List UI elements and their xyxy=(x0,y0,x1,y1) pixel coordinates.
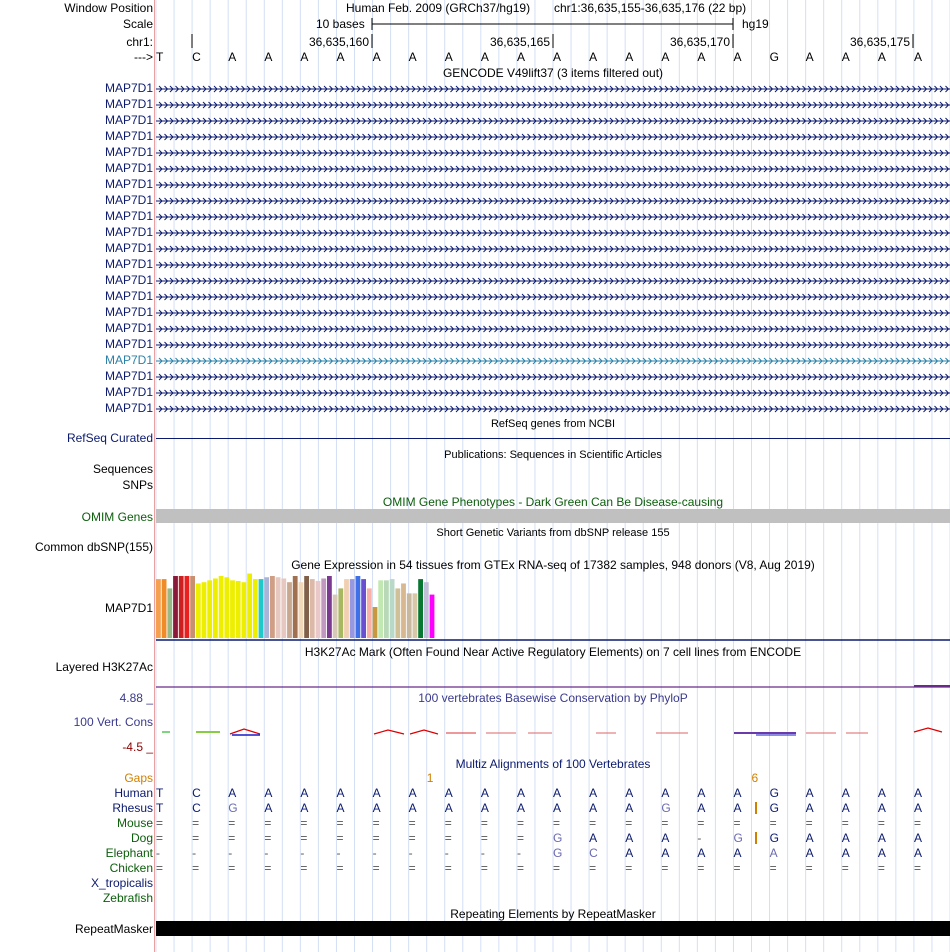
base-letter: A xyxy=(444,50,453,64)
alignment-base: A xyxy=(408,786,417,800)
alignment-base: = xyxy=(192,861,200,875)
alignment-base: = xyxy=(480,831,488,845)
gtex-tissue-bar xyxy=(304,576,309,638)
alignment-base: = xyxy=(516,831,524,845)
gencode-transcript[interactable] xyxy=(156,180,950,190)
gtex-tissue-bar xyxy=(242,582,247,638)
alignment-base: = xyxy=(336,831,344,845)
base-letter: A xyxy=(589,50,598,64)
alignment-base: A xyxy=(913,786,922,800)
gtex-tissue-bar xyxy=(259,579,264,638)
alignment-base: A xyxy=(805,831,814,845)
alignment-base: A xyxy=(516,801,525,815)
gtex-tissue-bar xyxy=(281,578,286,638)
gtex-tissue-bar xyxy=(413,593,418,638)
alignment-base: G xyxy=(553,831,563,845)
gencode-gene-label[interactable]: MAP7D1 xyxy=(104,305,153,319)
gtex-tissue-bar xyxy=(264,577,269,638)
dbsnp-label[interactable]: Common dbSNP(155) xyxy=(34,540,153,554)
scale-label: Scale xyxy=(122,17,153,31)
coordinate-label: 36,635,165 xyxy=(489,35,550,49)
alignment-base: A xyxy=(769,846,778,860)
base-letter: A xyxy=(877,50,886,64)
gtex-tissue-bar xyxy=(361,579,366,638)
base-letter: A xyxy=(841,50,850,64)
species-label[interactable]: Human xyxy=(114,786,153,800)
alignment-base: = xyxy=(661,861,669,875)
base-letter: A xyxy=(805,50,814,64)
alignment-base: T xyxy=(156,786,164,800)
base-letter: A xyxy=(264,50,273,64)
alignment-base: = xyxy=(697,816,705,830)
alignment-base: = xyxy=(408,816,416,830)
gtex-tissue-bar xyxy=(293,576,298,638)
alignment-base: A xyxy=(697,846,706,860)
alignment-base: = xyxy=(805,816,813,830)
alignment-base: G xyxy=(228,801,238,815)
alignment-base: = xyxy=(336,861,344,875)
gtex-tissue-bar xyxy=(424,582,429,638)
base-letter: A xyxy=(913,50,922,64)
window-position-label: Window Position xyxy=(64,1,153,15)
alignment-base: = xyxy=(769,816,777,830)
base-letter: G xyxy=(769,50,779,64)
insertion-marker xyxy=(755,832,757,844)
gencode-transcript[interactable] xyxy=(156,356,950,366)
phylop-title: 100 vertebrates Basewise Conservation by PhyloP xyxy=(418,691,688,705)
alignment-base: = xyxy=(156,861,164,875)
alignment-base: = xyxy=(264,816,272,830)
base-letter: A xyxy=(300,50,309,64)
base-letter: T xyxy=(156,50,164,64)
gencode-title: GENCODE V49lift37 (3 items filtered out) xyxy=(442,66,664,80)
alignment-base: C xyxy=(192,801,201,815)
alignment-base: A xyxy=(372,801,381,815)
assembly-label: Human Feb. 2009 (GRCh37/hg19) xyxy=(346,1,531,15)
gencode-gene-label[interactable]: MAP7D1 xyxy=(104,209,153,223)
alignment-base: A xyxy=(444,801,453,815)
gencode-transcript[interactable] xyxy=(156,244,950,254)
gencode-transcript[interactable] xyxy=(156,276,950,286)
base-letter: A xyxy=(408,50,417,64)
repeatmasker-bar[interactable] xyxy=(156,921,950,936)
refseq-label[interactable]: RefSeq Curated xyxy=(66,431,153,445)
alignment-base: = xyxy=(625,816,633,830)
alignment-base: = xyxy=(661,816,669,830)
position-label[interactable]: chr1:36,635,155-36,635,176 (22 bp) xyxy=(554,1,747,15)
gtex-tissue-bar xyxy=(213,578,218,638)
gtex-tissue-bar xyxy=(207,580,212,638)
alignment-base: = xyxy=(877,861,885,875)
gencode-gene-label[interactable]: MAP7D1 xyxy=(104,353,153,367)
alignment-base: - xyxy=(516,846,521,860)
base-letter: A xyxy=(228,50,237,64)
gtex-title: Gene Expression in 54 tissues from GTEx RNA-seq of 17382 samples, 948 donors (V8, Aug 2019) xyxy=(291,558,815,572)
base-letter: A xyxy=(661,50,670,64)
gencode-transcript[interactable] xyxy=(156,404,950,414)
gencode-transcript[interactable] xyxy=(156,308,950,318)
alignment-base: A xyxy=(589,801,598,815)
gencode-gene-label[interactable]: MAP7D1 xyxy=(104,401,153,415)
alignment-base: T xyxy=(156,801,164,815)
alignment-base: = xyxy=(372,816,380,830)
alignment-base: A xyxy=(913,831,922,845)
alignment-base: A xyxy=(300,801,309,815)
gtex-tissue-bar xyxy=(224,577,229,638)
alignment-base: G xyxy=(769,831,779,845)
base-letter: A xyxy=(516,50,525,64)
gtex-tissue-bar xyxy=(333,595,338,638)
alignment-base: A xyxy=(661,846,670,860)
gtex-tissue-bar xyxy=(167,588,172,638)
alignment-base: A xyxy=(877,801,886,815)
gtex-tissue-bar xyxy=(418,579,423,638)
alignment-base: - xyxy=(264,846,269,860)
alignment-base: = xyxy=(228,816,236,830)
alignment-base: A xyxy=(913,801,922,815)
gencode-gene-label[interactable]: MAP7D1 xyxy=(104,129,153,143)
alignment-base: A xyxy=(877,786,886,800)
h3k27ac-label[interactable]: Layered H3K27Ac xyxy=(55,660,153,674)
gtex-tissue-bar xyxy=(270,576,275,638)
alignment-base: = xyxy=(408,861,416,875)
gtex-tissue-bar xyxy=(310,579,315,638)
alignment-base: A xyxy=(733,801,742,815)
alignment-base: = xyxy=(733,861,741,875)
species-label[interactable]: Elephant xyxy=(105,846,153,860)
alignment-base: A xyxy=(625,801,634,815)
alignment-base: A xyxy=(589,786,598,800)
alignment-base: A xyxy=(841,786,850,800)
gencode-transcript[interactable] xyxy=(156,148,950,158)
alignment-base: - xyxy=(480,846,485,860)
alignment-base: = xyxy=(444,831,452,845)
alignment-base: = xyxy=(516,861,524,875)
alignment-base: = xyxy=(697,861,705,875)
gtex-tissue-bar xyxy=(378,580,383,638)
alignment-base: A xyxy=(589,831,598,845)
base-letter: A xyxy=(372,50,381,64)
alignment-base: - xyxy=(300,846,305,860)
alignment-base: - xyxy=(156,846,161,860)
gtex-tissue-bar xyxy=(316,581,321,638)
alignment-base: A xyxy=(300,786,309,800)
species-label[interactable]: Rhesus xyxy=(112,801,153,815)
alignment-base: G xyxy=(553,846,563,860)
base-letter: A xyxy=(553,50,562,64)
alignment-base: A xyxy=(697,786,706,800)
alignment-base: = xyxy=(156,831,164,845)
gtex-tissue-bar xyxy=(196,583,201,638)
phylop-max-label: 4.88 _ xyxy=(119,691,153,705)
gtex-tissue-bar xyxy=(373,607,378,638)
alignment-base: = xyxy=(805,861,813,875)
gencode-gene-label[interactable]: MAP7D1 xyxy=(104,273,153,287)
alignment-base: = xyxy=(444,861,452,875)
gtex-tissue-bar xyxy=(179,576,184,638)
gencode-gene-label[interactable]: MAP7D1 xyxy=(104,337,153,351)
gencode-transcript[interactable] xyxy=(156,100,950,110)
alignment-base: = xyxy=(480,816,488,830)
alignment-base: A xyxy=(516,786,525,800)
scale-text: 10 bases xyxy=(316,17,365,31)
alignment-base: = xyxy=(336,816,344,830)
gencode-gene-label[interactable]: MAP7D1 xyxy=(104,289,153,303)
alignment-base: = xyxy=(300,816,308,830)
gencode-gene-label[interactable]: MAP7D1 xyxy=(104,177,153,191)
gtex-tissue-bar xyxy=(390,579,395,638)
alignment-base: - xyxy=(228,846,233,860)
gtex-tissue-bar xyxy=(253,579,258,638)
gap-count: 6 xyxy=(751,771,759,785)
base-letter: A xyxy=(336,50,345,64)
gencode-transcript[interactable] xyxy=(156,196,950,206)
gtex-tissue-bar xyxy=(202,582,207,638)
alignment-base: A xyxy=(480,786,489,800)
gtex-tissue-bar xyxy=(247,574,252,638)
alignment-base: - xyxy=(336,846,341,860)
gtex-tissue-bar xyxy=(344,579,349,638)
gencode-gene-label[interactable]: MAP7D1 xyxy=(104,225,153,239)
phylop-min-label: -4.5 _ xyxy=(122,740,153,754)
species-label[interactable]: Mouse xyxy=(116,816,153,830)
alignment-base: A xyxy=(661,831,670,845)
base-letter: A xyxy=(480,50,489,64)
alignment-base: = xyxy=(300,831,308,845)
gencode-gene-label[interactable]: MAP7D1 xyxy=(104,145,153,159)
alignment-base: A xyxy=(553,801,562,815)
omim-label[interactable]: OMIM Genes xyxy=(81,510,153,524)
gtex-tissue-bar xyxy=(219,576,224,638)
alignment-base: = xyxy=(228,861,236,875)
h3k27ac-signal xyxy=(156,684,950,690)
alignment-base: = xyxy=(192,816,200,830)
base-letter: A xyxy=(733,50,742,64)
alignment-base: = xyxy=(408,831,416,845)
publications-title: Publications: Sequences in Scientific Articles xyxy=(444,449,662,461)
alignment-base: = xyxy=(264,831,272,845)
gencode-transcript[interactable] xyxy=(156,84,950,94)
alignment-base: = xyxy=(841,861,849,875)
alignment-base: A xyxy=(625,846,634,860)
omim-bar[interactable] xyxy=(156,509,950,523)
species-label[interactable]: Dog xyxy=(130,831,153,845)
gtex-tissue-bar xyxy=(327,576,332,638)
alignment-base: G xyxy=(769,786,779,800)
gencode-gene-label[interactable]: MAP7D1 xyxy=(104,161,153,175)
gtex-tissue-bar xyxy=(162,579,167,638)
dbsnp-title: Short Genetic Variants from dbSNP release 155 xyxy=(436,527,670,539)
alignment-base: = xyxy=(625,861,633,875)
gtex-tissue-bar xyxy=(401,583,406,638)
alignment-base: A xyxy=(805,846,814,860)
alignment-base: A xyxy=(264,801,273,815)
alignment-base: = xyxy=(733,816,741,830)
alignment-base: - xyxy=(697,831,702,845)
alignment-base: = xyxy=(553,861,561,875)
alignment-base: A xyxy=(877,831,886,845)
alignment-base: A xyxy=(841,801,850,815)
alignment-base: A xyxy=(480,801,489,815)
alignment-base: = xyxy=(372,861,380,875)
alignment-base: C xyxy=(192,786,201,800)
base-letter: C xyxy=(192,50,201,64)
alignment-base: = xyxy=(553,816,561,830)
omim-title: OMIM Gene Phenotypes - Dark Green Can Be Disease-causing xyxy=(382,495,724,509)
gencode-transcript[interactable] xyxy=(156,116,950,126)
gencode-gene-label[interactable]: MAP7D1 xyxy=(104,321,153,335)
alignment-base: A xyxy=(336,801,345,815)
alignment-base: A xyxy=(841,831,850,845)
alignment-base: = xyxy=(300,861,308,875)
gtex-tissue-bar xyxy=(287,582,292,638)
base-letter: A xyxy=(697,50,706,64)
alignment-base: = xyxy=(228,831,236,845)
alignment-base: A xyxy=(661,786,670,800)
alignment-base: A xyxy=(264,786,273,800)
alignment-base: = xyxy=(156,816,164,830)
alignment-base: A xyxy=(805,786,814,800)
alignment-base: - xyxy=(444,846,449,860)
gtex-tissue-bar xyxy=(407,593,412,638)
h3k27ac-title: H3K27Ac Mark (Often Found Near Active Regulatory Elements) on 7 cell lines from ENCODE xyxy=(304,645,802,659)
gtex-tissue-bar xyxy=(185,576,190,638)
alignment-base: = xyxy=(480,861,488,875)
repeatmasker-label[interactable]: RepeatMasker xyxy=(74,922,153,936)
refseq-line xyxy=(156,438,950,439)
coordinate-label: 36,635,170 xyxy=(669,35,730,49)
alignment-base: - xyxy=(192,846,197,860)
alignment-base: C xyxy=(589,846,598,860)
gtex-tissue-bar xyxy=(276,577,281,638)
alignment-base: A xyxy=(625,786,634,800)
alignment-base: A xyxy=(336,786,345,800)
alignment-base: = xyxy=(913,861,921,875)
alignment-base: = xyxy=(913,816,921,830)
alignment-base: = xyxy=(372,831,380,845)
alignment-base: A xyxy=(841,846,850,860)
alignment-base: A xyxy=(408,801,417,815)
gencode-transcript[interactable] xyxy=(156,164,950,174)
gencode-transcript[interactable] xyxy=(156,388,950,398)
gencode-transcript[interactable] xyxy=(156,340,950,350)
alignment-base: A xyxy=(625,831,634,845)
gtex-tissue-bar xyxy=(321,578,326,638)
gaps-label: Gaps xyxy=(124,771,153,785)
gencode-gene-label[interactable]: MAP7D1 xyxy=(104,81,153,95)
alignment-base: = xyxy=(589,861,597,875)
alignment-base: - xyxy=(372,846,377,860)
publications-sequences-label[interactable]: Sequences xyxy=(92,462,153,476)
chrom-label: chr1: xyxy=(126,35,153,49)
alignment-base: = xyxy=(264,861,272,875)
alignment-base: A xyxy=(733,786,742,800)
alignment-base: G xyxy=(769,801,779,815)
alignment-base: G xyxy=(733,831,743,845)
gencode-transcript[interactable] xyxy=(156,260,950,270)
alignment-base: G xyxy=(661,801,671,815)
publications-snps-label[interactable]: SNPs xyxy=(122,478,153,492)
insertion-marker xyxy=(755,802,757,814)
alignment-base: A xyxy=(805,801,814,815)
gencode-transcript[interactable] xyxy=(156,324,950,334)
alignment-base: = xyxy=(516,816,524,830)
alignment-base: = xyxy=(841,816,849,830)
gencode-gene-label[interactable]: MAP7D1 xyxy=(104,97,153,111)
gencode-gene-label[interactable]: MAP7D1 xyxy=(104,241,153,255)
phylop-signal xyxy=(156,722,950,742)
gtex-tissue-bar xyxy=(338,588,343,638)
gtex-tissue-bar xyxy=(350,579,355,638)
gap-count: 1 xyxy=(426,771,434,785)
gencode-gene-label[interactable]: MAP7D1 xyxy=(104,113,153,127)
alignment-base: = xyxy=(589,816,597,830)
species-label[interactable]: X_tropicalis xyxy=(90,876,153,890)
gtex-tissue-bar xyxy=(356,576,361,638)
gencode-transcript[interactable] xyxy=(156,292,950,302)
gtex-tissue-bar xyxy=(190,576,195,638)
gencode-gene-label[interactable]: MAP7D1 xyxy=(104,369,153,383)
alignment-base: A xyxy=(913,846,922,860)
species-label[interactable]: Chicken xyxy=(109,861,153,875)
coordinate-label: 36,635,175 xyxy=(849,35,910,49)
gencode-gene-label[interactable]: MAP7D1 xyxy=(104,257,153,271)
gencode-transcript[interactable] xyxy=(156,228,950,238)
gtex-tissue-bar xyxy=(230,580,235,638)
alignment-base: = xyxy=(877,816,885,830)
gencode-transcript[interactable] xyxy=(156,372,950,382)
alignment-base: A xyxy=(733,846,742,860)
alignment-base: A xyxy=(553,786,562,800)
phylop-label[interactable]: 100 Vert. Cons xyxy=(73,715,153,729)
gencode-transcript[interactable] xyxy=(156,132,950,142)
gtex-bar-chart[interactable] xyxy=(156,572,950,642)
gtex-tissue-bar xyxy=(173,576,178,638)
gencode-gene-label[interactable]: MAP7D1 xyxy=(104,193,153,207)
gtex-label[interactable]: MAP7D1 xyxy=(104,601,153,615)
strand-label: ---> xyxy=(134,50,153,64)
gtex-tissue-bar xyxy=(430,595,435,638)
gtex-tissue-bar xyxy=(395,588,400,638)
alignment-base: - xyxy=(408,846,413,860)
alignment-base: A xyxy=(228,786,237,800)
alignment-base: A xyxy=(444,786,453,800)
alignment-base: = xyxy=(444,816,452,830)
base-letter: A xyxy=(625,50,634,64)
alignment-base: = xyxy=(192,831,200,845)
gtex-tissue-bar xyxy=(367,588,372,638)
refseq-title: RefSeq genes from NCBI xyxy=(490,418,616,430)
gtex-tissue-bar xyxy=(236,581,241,638)
alignment-base: = xyxy=(769,861,777,875)
gencode-transcript[interactable] xyxy=(156,212,950,222)
gtex-tissue-bar xyxy=(384,580,389,638)
repeatmasker-title: Repeating Elements by RepeatMasker xyxy=(450,907,656,921)
alignment-base: A xyxy=(877,846,886,860)
species-label[interactable]: Zebrafish xyxy=(102,891,153,905)
multiz-title: Multiz Alignments of 100 Vertebrates xyxy=(455,757,651,771)
gtex-tissue-bar xyxy=(156,579,161,638)
gencode-gene-label[interactable]: MAP7D1 xyxy=(104,385,153,399)
db-label: hg19 xyxy=(742,17,769,31)
alignment-base: A xyxy=(372,786,381,800)
coordinate-label: 36,635,160 xyxy=(308,35,369,49)
alignment-base: A xyxy=(697,801,706,815)
gtex-tissue-bar xyxy=(299,582,304,638)
